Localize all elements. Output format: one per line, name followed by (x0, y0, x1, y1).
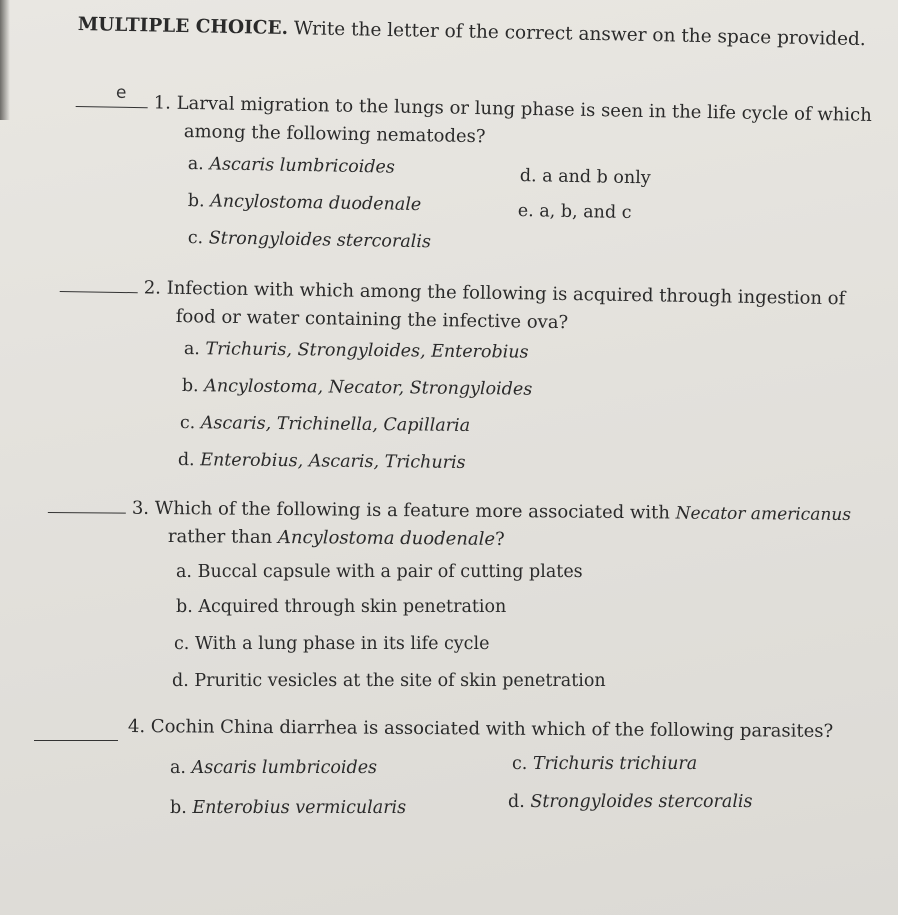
question-3-text-line1: Which of the following is a feature more associated with (154, 497, 671, 524)
option-letter: d. (519, 166, 537, 187)
question-3-species-2: Ancylostoma duodenale (277, 526, 496, 550)
question-number-1: 1. (153, 92, 172, 114)
option-text: Strongyloides stercoralis (530, 792, 753, 812)
option-text: Ascaris lumbricoides (191, 758, 378, 778)
option-text: Ascaris, Trichinella, Capillaria (200, 413, 471, 437)
q2-option-a[interactable] (184, 339, 529, 363)
question-3-text-line2 (168, 526, 505, 550)
option-letter: c. (512, 754, 528, 774)
option-text: Trichuris trichiura (532, 754, 698, 774)
q3-option-d[interactable] (172, 671, 606, 691)
option-letter: a. (176, 562, 192, 582)
question-number-4: 4. (127, 716, 146, 738)
question-3-line2-end: ? (494, 528, 505, 550)
answer-blank-1[interactable] (76, 82, 148, 108)
option-text: Ancylostoma, Necator, Strongyloides (204, 376, 533, 400)
option-text: Enterobius vermicularis (192, 798, 407, 818)
option-letter: b. (181, 376, 199, 397)
option-text: Strongyloides stercoralis (208, 228, 432, 253)
option-letter: a. (187, 154, 204, 175)
answer-blank-3[interactable] (48, 494, 126, 514)
question-3 (48, 494, 851, 525)
question-3-species-1: Necator americanus (675, 503, 852, 526)
q3-option-b[interactable] (176, 597, 506, 617)
question-4 (128, 716, 833, 742)
option-text: Enterobius, Ascaris, Trichuris (200, 450, 466, 474)
option-letter: d. (177, 450, 195, 471)
page-edge-shadow (0, 0, 10, 120)
question-4-text-line1: Cochin China diarrhea is associated with which of the following parasites? (150, 716, 834, 742)
answer-1: e (115, 82, 127, 103)
question-1-text-line2: among the following nematodes? (183, 121, 486, 148)
option-text: a and b only (541, 166, 651, 189)
question-2 (60, 273, 846, 309)
instructions (78, 14, 866, 50)
q4-option-a[interactable] (170, 758, 377, 778)
q1-option-a[interactable] (188, 154, 395, 178)
instructions-text: Write the letter of the correct answer on the space provided. (293, 18, 866, 51)
option-text: Acquired through skin penetration (198, 597, 507, 617)
option-letter: e. (517, 201, 534, 222)
option-letter: d. (508, 792, 525, 812)
option-text: Ancylostoma duodenale (209, 191, 422, 216)
question-number-2: 2. (143, 277, 162, 299)
q1-option-e[interactable] (518, 201, 632, 223)
option-text: Trichuris, Strongyloides, Enterobius (205, 339, 529, 363)
q4-option-d[interactable] (508, 792, 753, 812)
question-2-text-line2: food or water containing the infective ova? (175, 306, 569, 334)
q4-option-b[interactable] (170, 798, 406, 818)
option-letter: a. (170, 758, 186, 778)
q2-option-c[interactable] (180, 413, 470, 436)
option-letter: c. (187, 228, 204, 249)
q2-option-b[interactable] (182, 376, 533, 400)
option-letter: b. (176, 597, 193, 617)
option-text: Buccal capsule with a pair of cutting plates (197, 562, 583, 582)
option-letter: d. (172, 671, 189, 691)
q2-option-d[interactable] (178, 450, 466, 473)
q1-option-d[interactable] (520, 166, 651, 188)
question-1-text-line1: Larval migration to the lungs or lung phase is seen in the life cycle of which (176, 92, 872, 126)
question-3-line2-text: rather than (167, 526, 273, 548)
q1-option-c[interactable] (188, 228, 431, 252)
option-letter: c. (179, 413, 196, 434)
q3-option-a[interactable] (176, 562, 583, 582)
option-text: Ascaris lumbricoides (209, 154, 396, 178)
answer-blank-4[interactable] (34, 722, 118, 741)
answer-blank-2[interactable] (60, 273, 138, 293)
question-2-text-line1: Infection with which among the following is acquired through ingestion of (166, 277, 846, 310)
instructions-heading: MULTIPLE CHOICE. (77, 14, 289, 40)
option-text: a, b, and c (539, 201, 632, 223)
option-text: Pruritic vesicles at the site of skin penetration (194, 671, 606, 691)
option-letter: c. (174, 634, 190, 654)
option-letter: a. (183, 339, 200, 360)
option-letter: b. (170, 798, 187, 818)
question-number-3: 3. (131, 497, 150, 519)
option-letter: b. (187, 191, 205, 212)
q1-option-b[interactable] (188, 191, 422, 215)
q4-option-c[interactable] (512, 754, 697, 774)
q3-option-c[interactable] (174, 634, 489, 654)
option-text: With a lung phase in its life cycle (194, 634, 490, 654)
